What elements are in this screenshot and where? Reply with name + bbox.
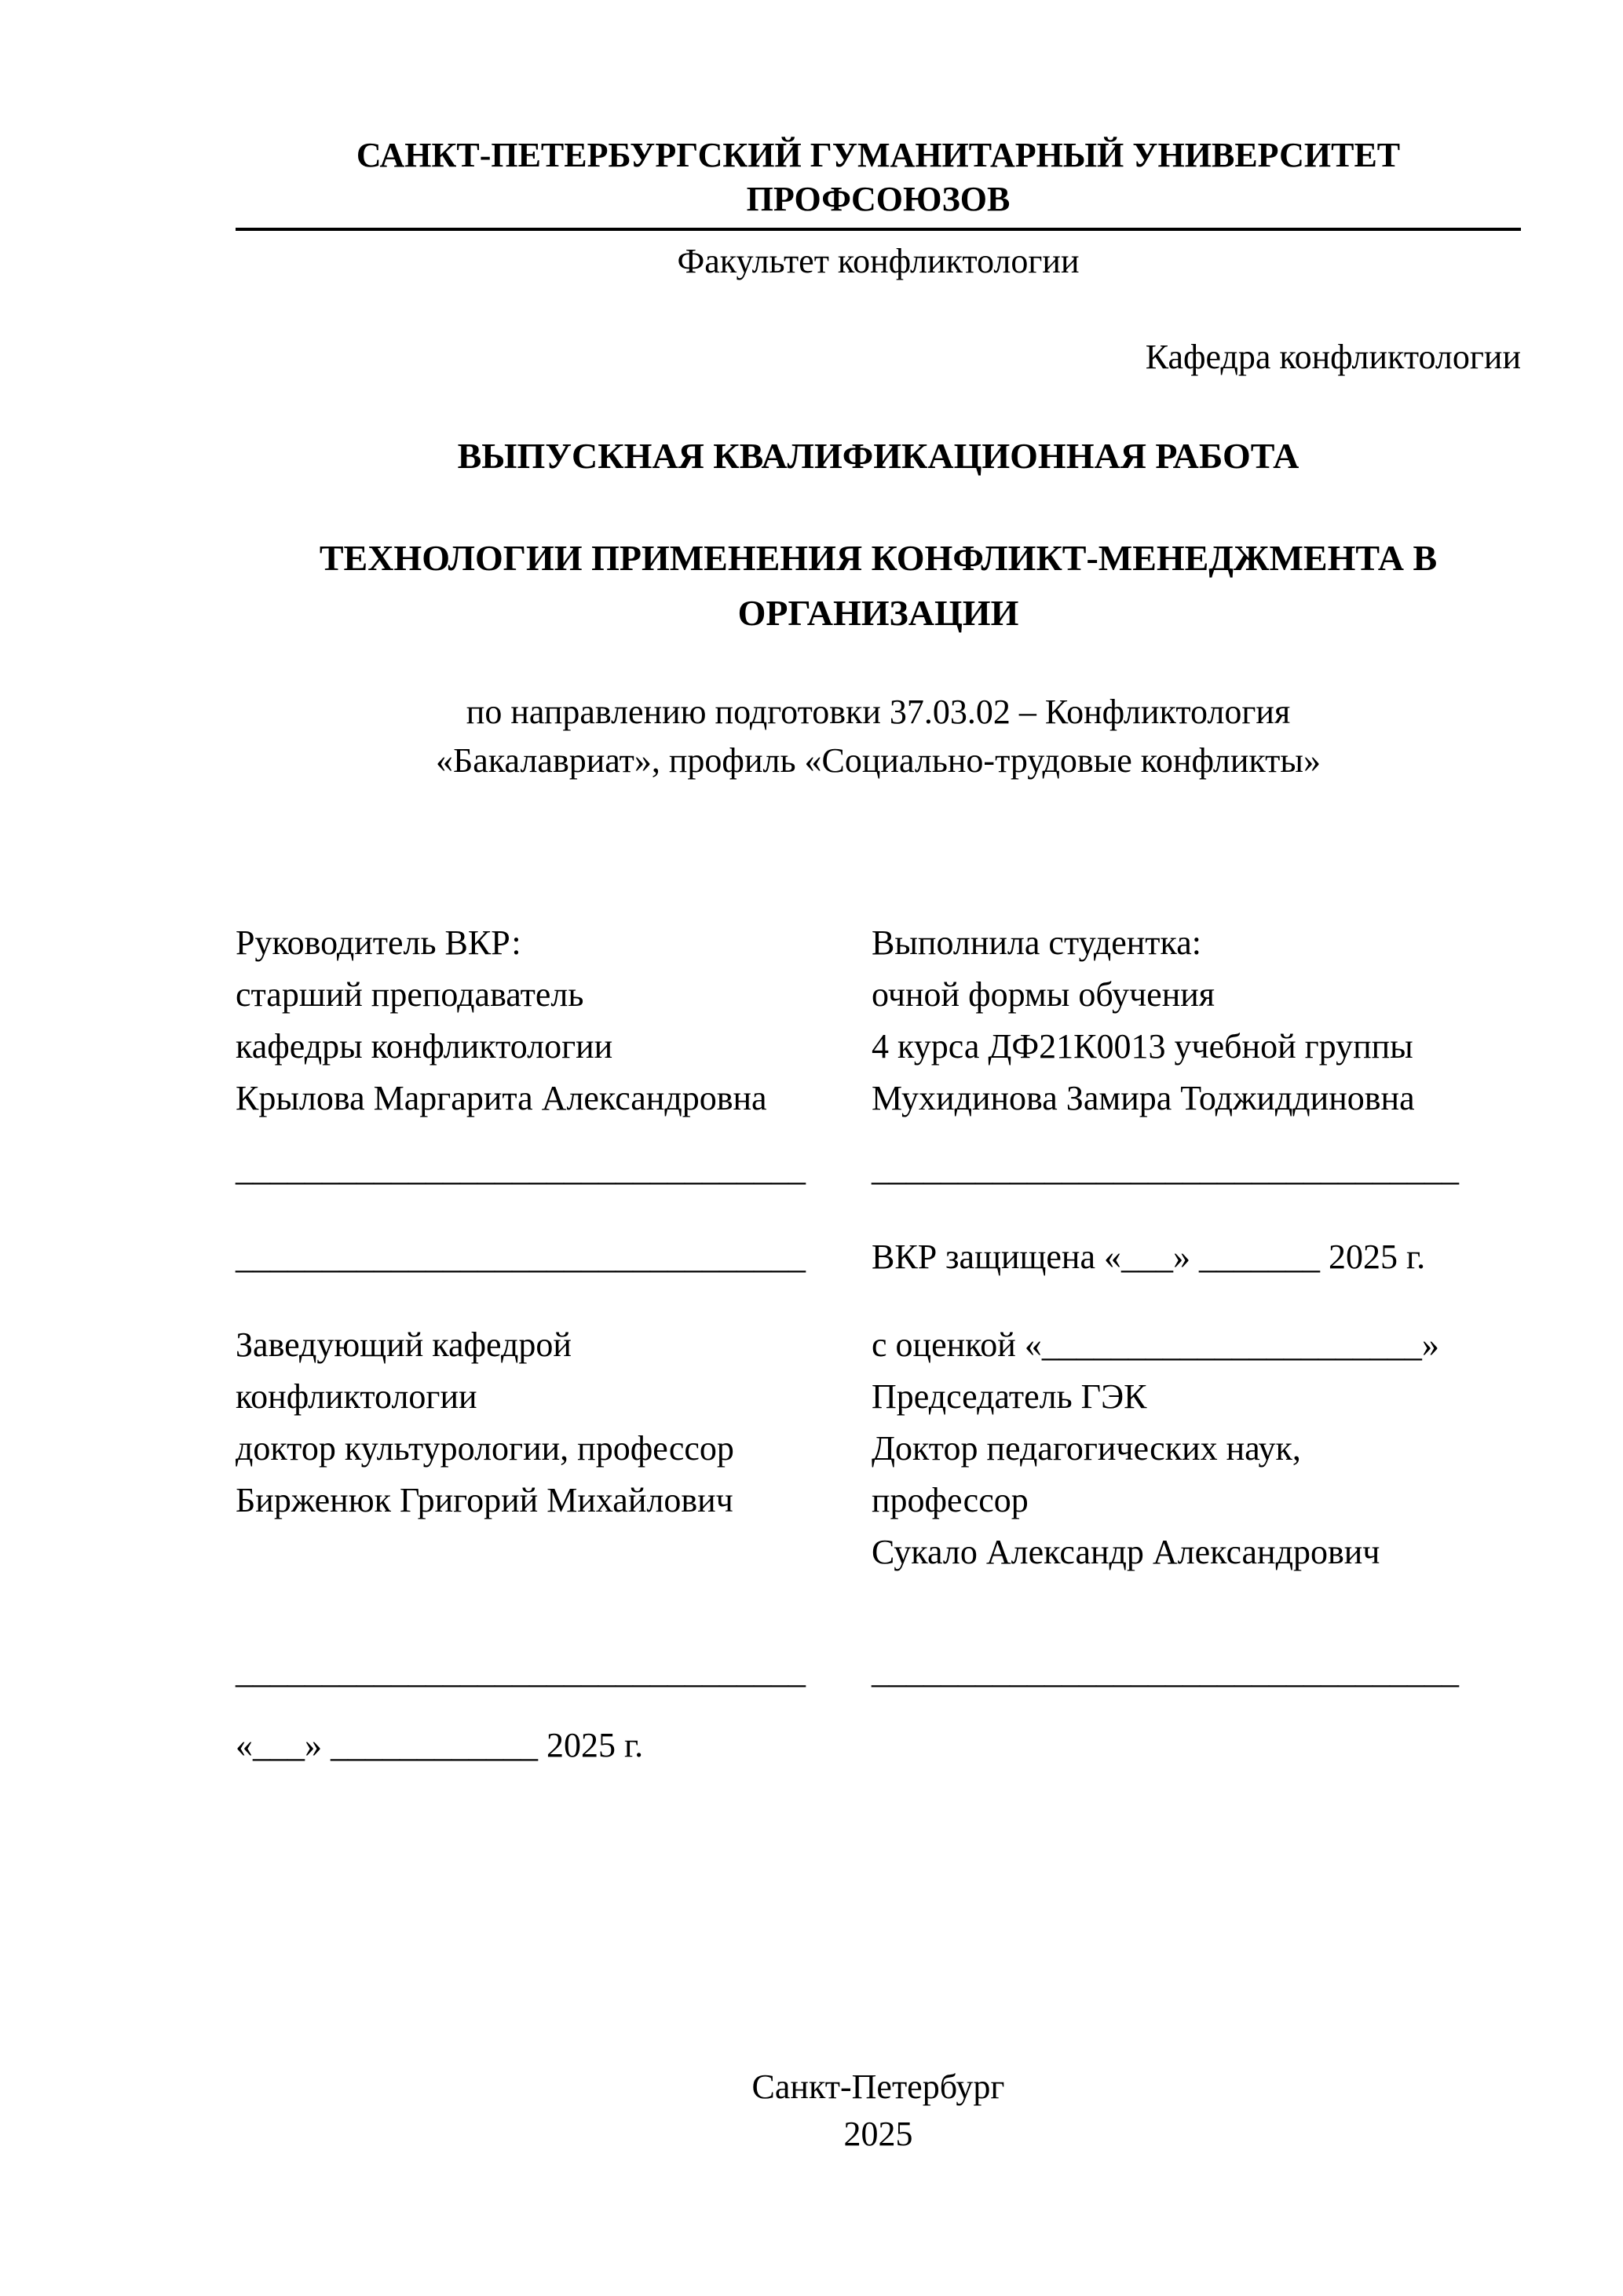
- chair-degree-line-1: Доктор педагогических наук,: [872, 1429, 1301, 1468]
- student-study-form: очной формы обучения: [872, 975, 1215, 1014]
- university-name: САНКТ-ПЕТЕРБУРГСКИЙ ГУМАНИТАРНЫЙ УНИВЕРСИТЕТ ПРОФСОЮЗОВ: [236, 133, 1521, 231]
- student-group: 4 курса ДФ21К0013 учебной группы: [872, 1027, 1413, 1066]
- supervisor-column: [236, 917, 872, 1771]
- chair-name: Сукало Александр Александрович: [872, 1533, 1380, 1571]
- work-type-heading: ВЫПУСКНАЯ КВАЛИФИКАЦИОННАЯ РАБОТА: [457, 436, 1299, 476]
- chair-role: Председатель ГЭК: [872, 1377, 1147, 1416]
- head-signature-line: _________________________________: [236, 1652, 806, 1691]
- student-name: Мухидинова Замира Тоджиддиновна: [872, 1079, 1415, 1117]
- student-signature-line: __________________________________: [872, 1150, 1459, 1188]
- head-role-line-1: Заведующий кафедрой: [236, 1325, 572, 1364]
- year: 2025: [843, 2115, 913, 2153]
- grade-line: с оценкой «______________________»: [872, 1325, 1439, 1364]
- head-name: Бирженюк Григорий Михайлович: [236, 1481, 733, 1519]
- supervisor-signature-line-2: _________________________________: [236, 1238, 806, 1276]
- head-role-line-2: конфликтологии: [236, 1377, 477, 1416]
- head-degree: доктор культурологии, профессор: [236, 1429, 734, 1468]
- thesis-title: ТЕХНОЛОГИИ ПРИМЕНЕНИЯ КОНФЛИКТ-МЕНЕДЖМЕНТА В ОРГАНИЗАЦИИ: [319, 538, 1438, 633]
- student-column: [872, 917, 1521, 1771]
- chair-degree-line-2: профессор: [872, 1481, 1029, 1519]
- study-profile: «Бакалавриат», профиль «Социально-трудовые конфликты»: [436, 741, 1321, 780]
- supervisor-position: старший преподаватель: [236, 975, 584, 1014]
- supervisor-signature-line-1: _________________________________: [236, 1150, 806, 1188]
- signature-block: [236, 917, 1521, 1771]
- city: Санкт-Петербург: [751, 2067, 1005, 2106]
- supervisor-name: Крылова Маргарита Александровна: [236, 1079, 767, 1117]
- supervisor-department: кафедры конфликтологии: [236, 1027, 613, 1066]
- study-direction: по направлению подготовки 37.03.02 – Конфликтология: [466, 693, 1291, 731]
- date-line: «___» ____________ 2025 г.: [236, 1726, 644, 1764]
- chair-signature-line: __________________________________: [872, 1652, 1459, 1691]
- department-name: Кафедра конфликтологии: [1145, 338, 1521, 376]
- faculty-name: Факультет конфликтологии: [677, 242, 1080, 280]
- supervisor-role-label: Руководитель ВКР:: [236, 923, 521, 962]
- student-role-label: Выполнила студентка:: [872, 923, 1201, 962]
- footer: [236, 2064, 1521, 2158]
- defense-date-line: ВКР защищена «___» _______ 2025 г.: [872, 1238, 1426, 1276]
